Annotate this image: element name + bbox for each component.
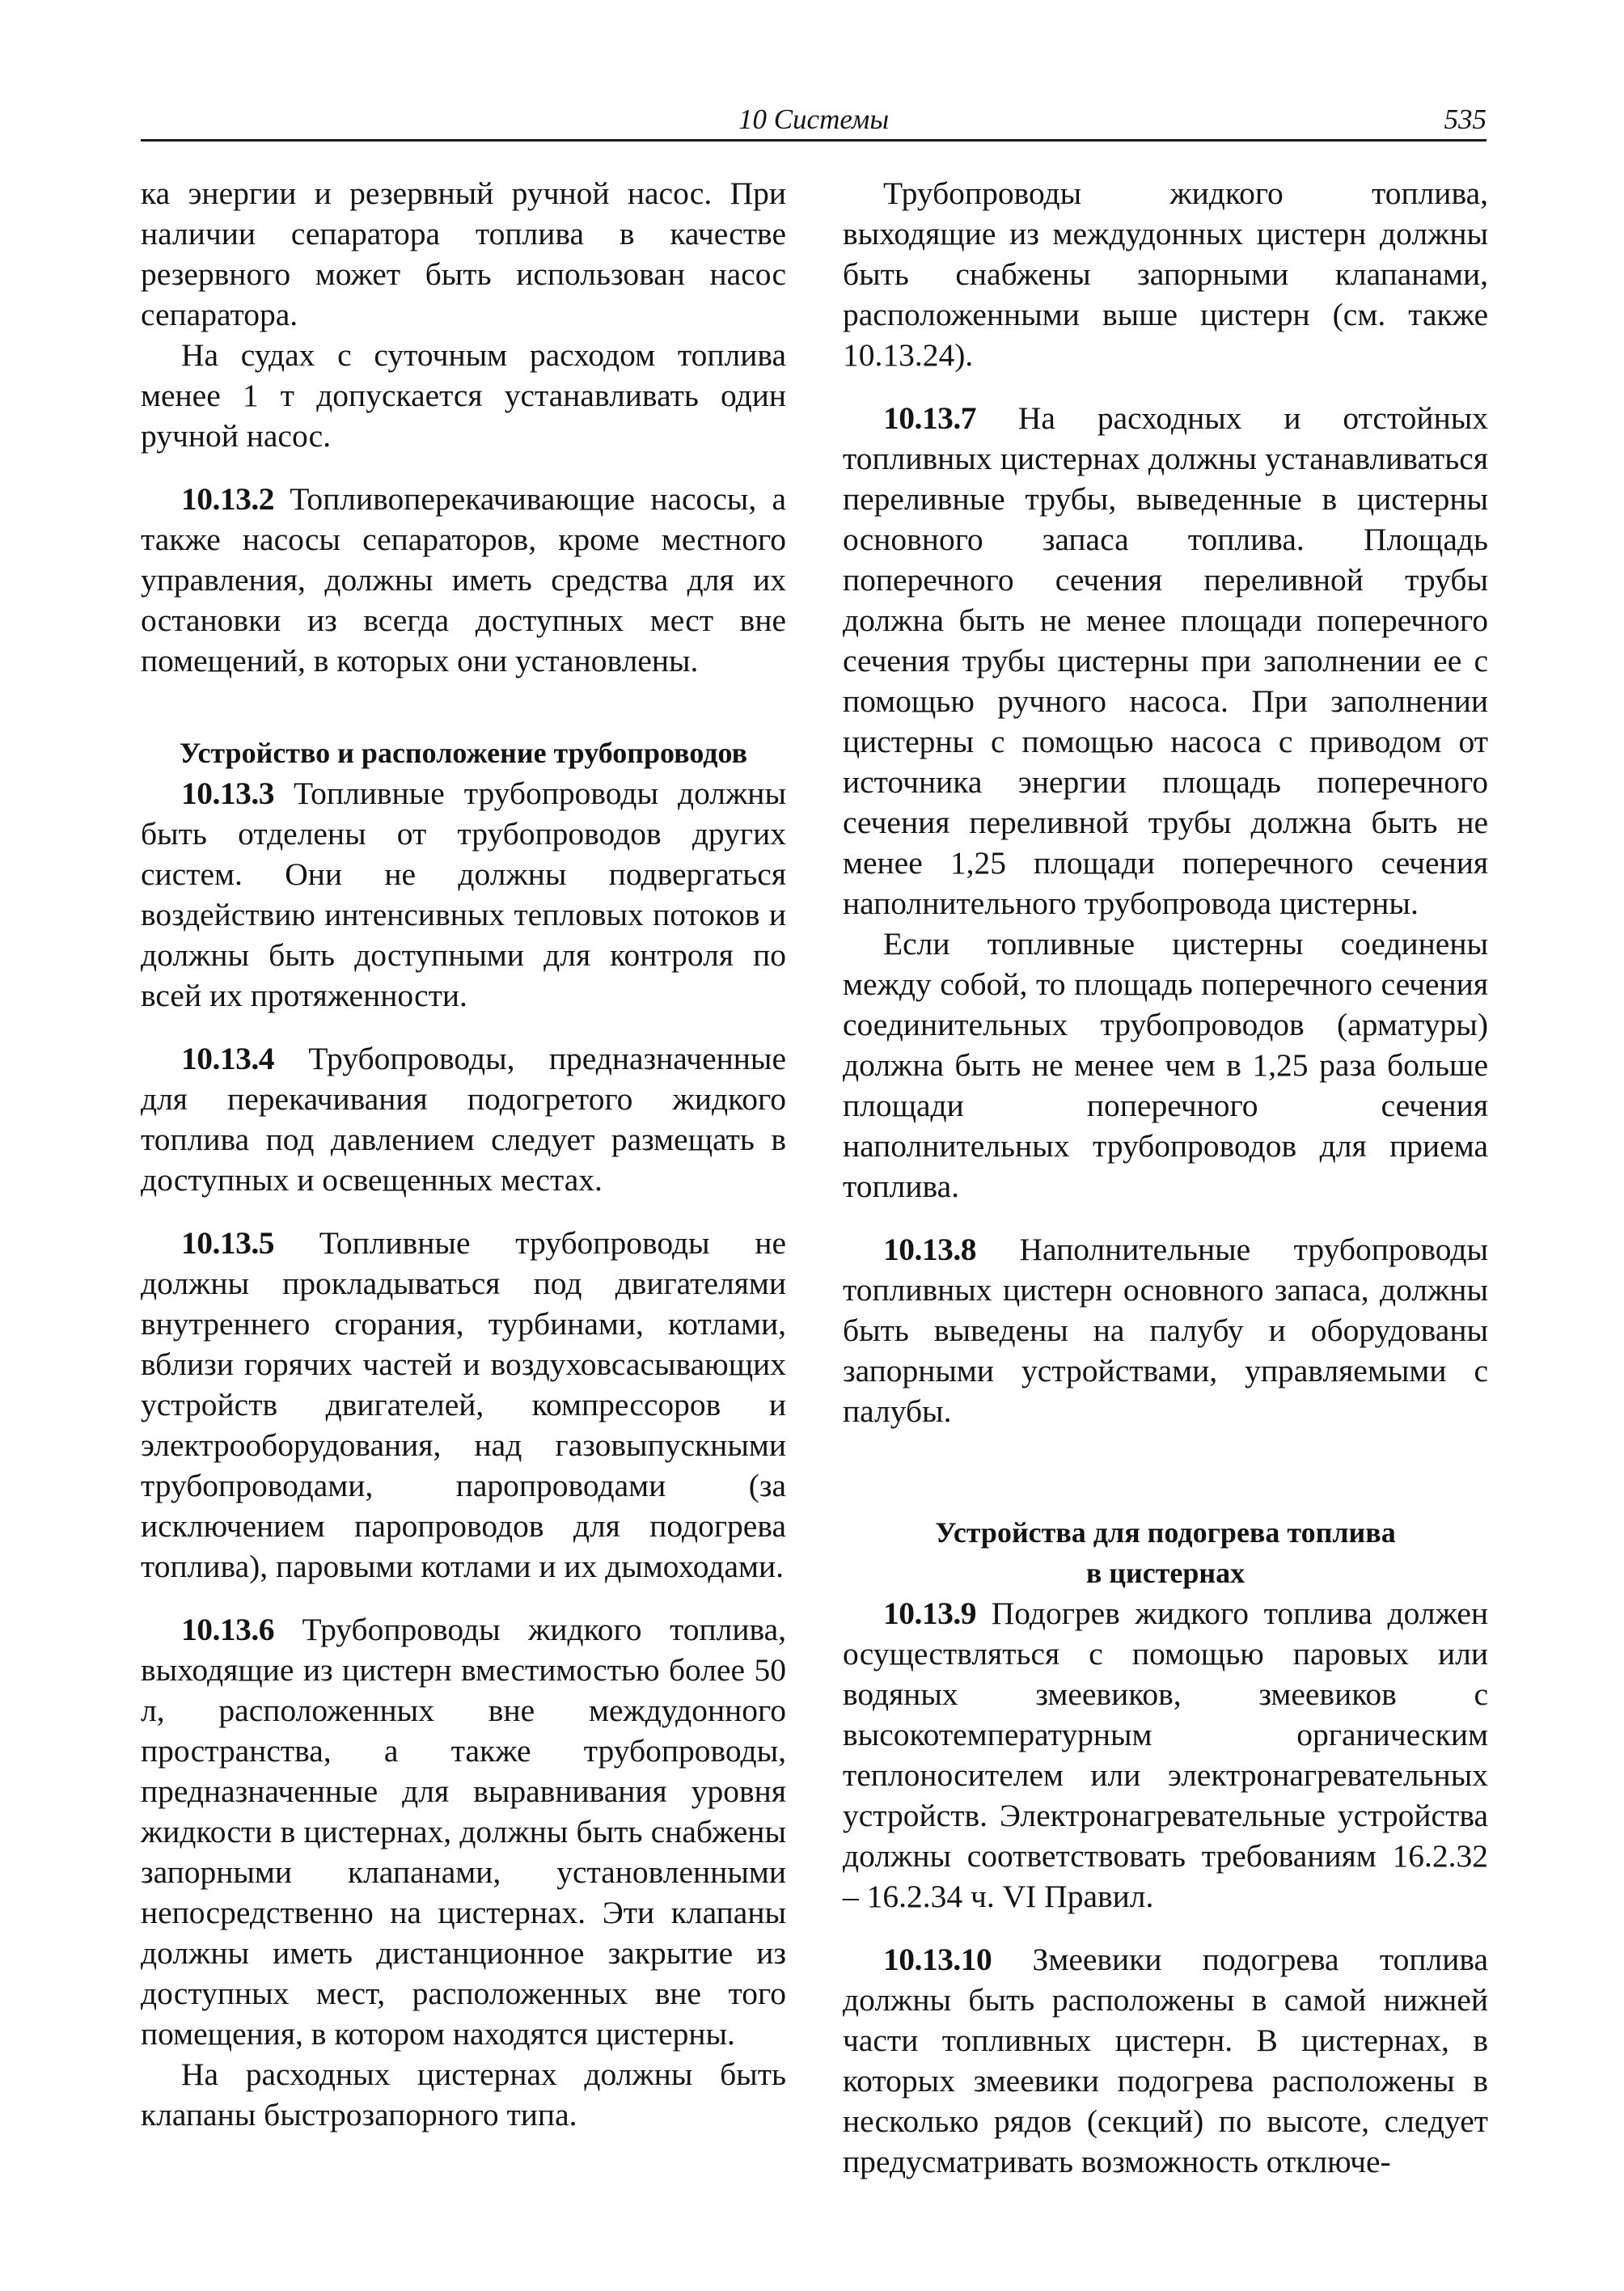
section-10-13-5: [141, 1223, 786, 1587]
section-text: Топливные трубопроводы не должны прокладываться под двигателями внутреннего сгорания, турбинами, котлами, вблизи горячих частей и воздуховсасывающих устройств двигателей, компрессоров и электрооборудования, над газовыпускными трубопроводами, паропроводами (за исключением паропроводов для подогрева топлива), паровыми котлами и их дымоходами.: [141, 1225, 786, 1584]
paragraph: Трубопроводы жидкого топлива, выходящие из междудонных цистерн должны быть снабжены запорными клапанами, расположенными выше цистерн (см. также 10.13.24).: [843, 175, 1488, 373]
section-text: Подогрев жидкого топлива должен осуществляться с помощью паровых или водяных змеевиков, змеевиков с высокотемпературным органическим теплоносителем или электронагревательных устройств. Электронагревательные устройства должны соответствовать требованиям 16.2.32 – 16.2.34 ч. VI Правил.: [843, 1596, 1489, 1914]
section-10-13-8: [843, 1229, 1488, 1431]
section-number: 10.13.10: [883, 1942, 992, 1977]
section-text: Трубопроводы, предназначенные для перекачивания подогретого жидкого топлива под давлением следует размещать в доступных и освещенных местах.: [141, 1041, 786, 1198]
paragraph: ка энергии и резервный ручной насос. При наличии сепаратора топлива в качестве резервного может быть использован насос сепаратора.: [141, 175, 786, 332]
section-text: Наполнительные трубопроводы топливных цистерн основного запаса, должны быть выведены на палубу и оборудованы запорными устройствами, управляемыми с палубы.: [843, 1232, 1488, 1429]
section-number: 10.13.2: [181, 481, 274, 517]
paragraph: Если топливные цистерны соединены между собой, то площадь поперечного сечения соединительных трубопроводов (арматуры) должна быть не менее чем в 1,25 раза больше площади поперечного сечения наполнительных трубопроводов для приема топлива.: [843, 926, 1488, 1204]
paragraph: На судах с суточным расходом топлива менее 1 т допускается устанавливать один ручной насос.: [141, 337, 786, 454]
section-text: На расходных и отстойных топливных цистернах должны устанавливаться переливные трубы, выведенные в цистерны основного запаса топлива. Площадь поперечного сечения переливной трубы должна быть не менее площади поперечного сечения трубы цистерны при заполнении ее с помощью ручного насоса. При заполнении цистерны с помощью насоса с приводом от источника энергии площадь поперечного сечения переливной трубы должна быть не менее 1,25 площади поперечного сечения наполнительного трубопровода цистерны.: [843, 400, 1488, 921]
section-text: Трубопроводы жидкого топлива, выходящие из цистерн вместимостью более 50 л, расположенных вне междудонного пространства, а также трубопроводы, предназначенные для выравнивания уровня жидкости в цистернах, должны быть снабжены запорными клапанами, установленными непосредственно на цистернах. Эти клапаны должны иметь дистанционное закрытие из доступных мест, расположенных вне того помещения, в котором находятся цистерны.: [141, 1612, 786, 2052]
running-header-title: 10 Системы: [738, 104, 890, 135]
section-10-13-7: [843, 398, 1488, 924]
paragraph: На расходных цистернах должны быть клапаны быстрозапорного типа.: [141, 2056, 786, 2132]
page-number: 535: [1444, 104, 1487, 135]
section-number: 10.13.5: [181, 1225, 274, 1261]
section-heading-line-1: Устройства для подогрева топлива: [935, 1516, 1396, 1549]
section-number: 10.13.3: [181, 776, 274, 811]
section-10-13-2: [141, 479, 786, 681]
running-header: [141, 100, 1487, 142]
section-number: 10.13.6: [181, 1612, 274, 1647]
section-number: 10.13.4: [181, 1041, 274, 1076]
section-10-13-10: [843, 1939, 1488, 2182]
section-number: 10.13.7: [883, 400, 976, 436]
right-column: [843, 173, 1488, 2182]
section-number: 10.13.9: [883, 1596, 976, 1631]
section-10-13-9: [843, 1593, 1488, 1917]
section-text: Топливоперекачивающие насосы, а также насосы сепараторов, кроме местного управления, должны иметь средства для их остановки из всегда доступных мест вне помещений, в которых они установлены.: [141, 481, 786, 678]
section-10-13-3: [141, 773, 786, 1016]
section-heading: [843, 1512, 1488, 1593]
section-heading: Устройство и расположение трубопроводов: [179, 737, 748, 769]
left-column: [141, 173, 786, 2135]
section-number: 10.13.8: [883, 1232, 976, 1267]
section-10-13-4: [141, 1038, 786, 1200]
section-text: Змеевики подогрева топлива должны быть расположены в самой нижней части топливных цистерн. В цистернах, в которых змеевики подогрева расположены в несколько рядов (секций) по высоте, следует предусматривать возможность отключе-: [843, 1942, 1488, 2179]
section-text: Топливные трубопроводы должны быть отделены от трубопроводов других систем. Они не должны подвергаться воздействию интенсивных тепловых потоков и должны быть доступными для контроля по всей их протяженности.: [141, 776, 786, 1013]
section-10-13-6: [141, 1609, 786, 2054]
section-heading-line-2: в цистернах: [1085, 1557, 1245, 1589]
